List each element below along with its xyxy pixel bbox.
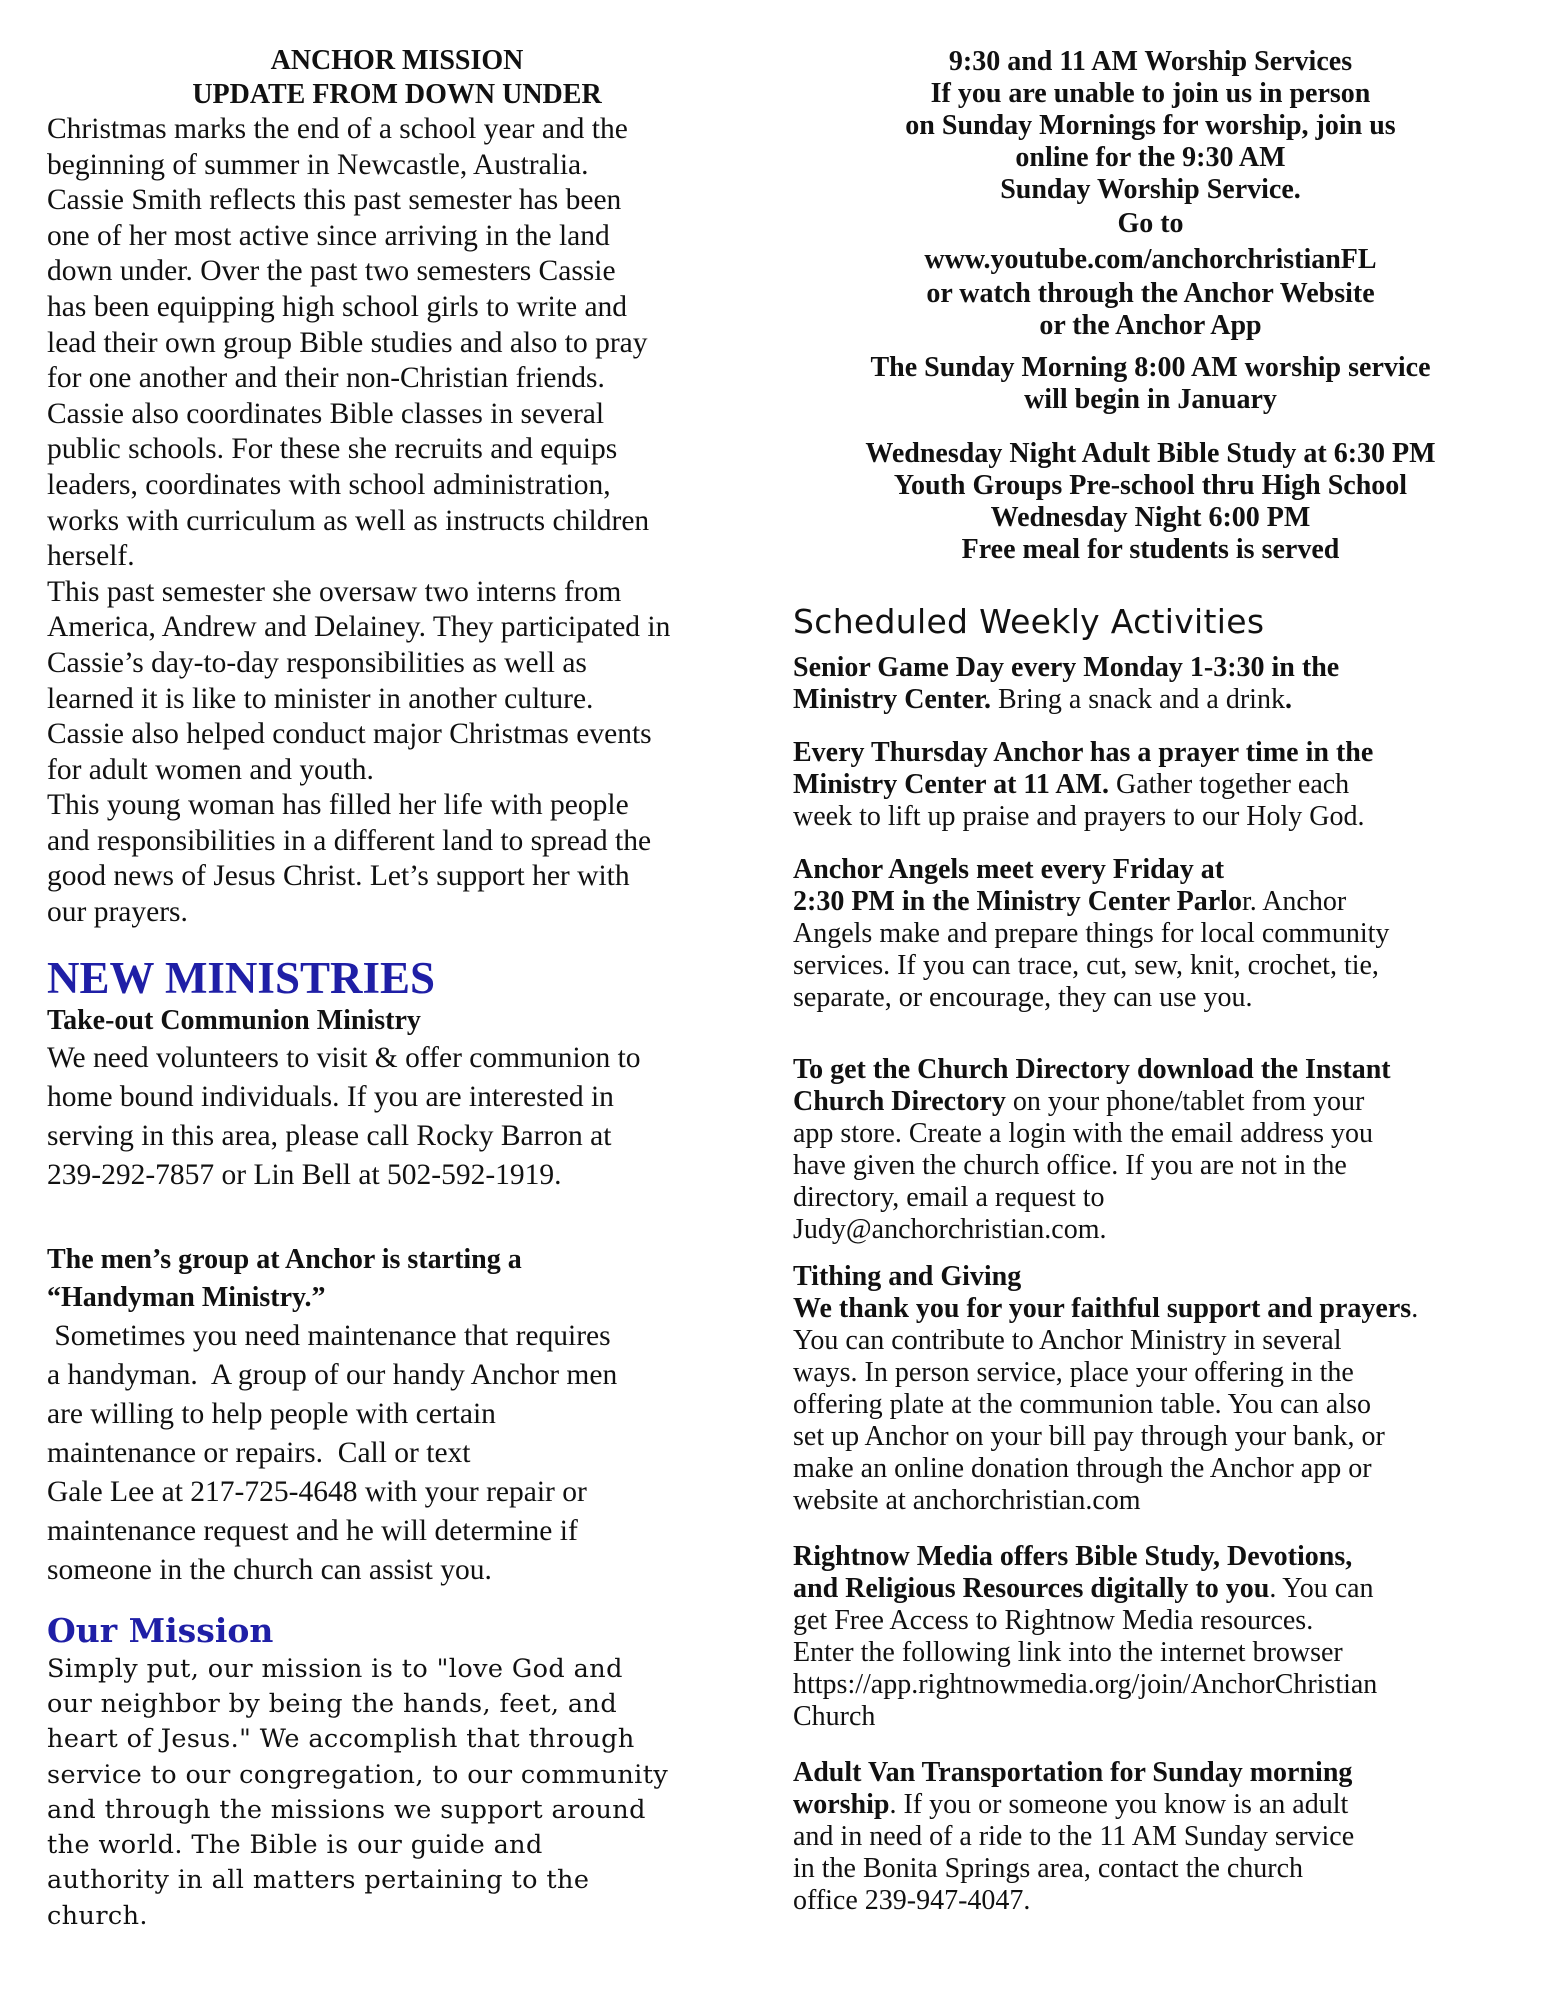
new-ministries-title: NEW MINISTRIES <box>47 952 436 1003</box>
tithing-heading: Tithing and Giving <box>793 1261 1022 1292</box>
worship-line: Sunday Worship Service. <box>1000 174 1301 205</box>
body-line: beginning of summer in Newcastle, Australia. <box>47 148 589 181</box>
activity-line: set up Anchor on your bill pay through your bank, or <box>793 1421 1385 1452</box>
activity-line: and in need of a ride to the 11 AM Sunday service <box>793 1821 1355 1852</box>
worship-line: or the Anchor App <box>1039 310 1262 341</box>
activity-bold-text: We thank you for your faithful support and prayers <box>793 1293 1412 1324</box>
handyman-heading-line: “Handyman Ministry.” <box>47 1281 326 1313</box>
activity-line: offering plate at the communion table. You can also <box>793 1389 1372 1420</box>
body-line: maintenance request and he will determine if <box>47 1514 578 1547</box>
activity-line <box>793 769 1508 801</box>
body-line: service to our congregation, to our community <box>47 1759 669 1790</box>
activity-line <box>793 1573 1508 1605</box>
communion-heading: Take-out Communion Ministry <box>47 1004 421 1036</box>
body-line: church. <box>47 1900 148 1931</box>
body-line: herself. <box>47 540 135 573</box>
communion-body <box>47 1039 747 1195</box>
activity-bold-text: Ministry Center. <box>793 684 992 715</box>
worship-line: online for the 9:30 AM <box>1015 142 1286 173</box>
activity-line: website at anchorchristian.com <box>793 1485 1141 1516</box>
activity-text: Bring a snack and a drink <box>991 684 1285 715</box>
worship-line: or watch through the Anchor Website <box>926 278 1375 309</box>
activity-bold-text: worship <box>793 1789 890 1820</box>
activity-bold-line: To get the Church Directory download the Instant <box>793 1054 1391 1085</box>
scheduled-activities-title: Scheduled Weekly Activities <box>793 602 1265 641</box>
activity-bold-line: Adult Van Transportation for Sunday morning <box>793 1757 1353 1788</box>
body-line: someone in the church can assist you. <box>47 1553 492 1586</box>
activity-line <box>793 1086 1508 1118</box>
worship-line: Go to <box>1117 208 1184 239</box>
activity-line: You can contribute to Anchor Ministry in several <box>793 1325 1342 1356</box>
activity-bold-text: . <box>1284 684 1292 715</box>
activity-bold-line: Senior Game Day every Monday 1-3:30 in the <box>793 652 1340 683</box>
worship-line: If you are unable to join us in person <box>930 78 1371 109</box>
worship-services-block <box>793 46 1508 566</box>
body-line: good news of Jesus Christ. Let’s support her with <box>47 860 630 893</box>
body-line: public schools. For these she recruits and equips <box>47 433 618 466</box>
body-line: serving in this area, please call Rocky Barron at <box>47 1119 612 1152</box>
body-line: leaders, coordinates with school administration, <box>47 468 611 501</box>
youtube-link[interactable]: www.youtube.com/anchorchristianFL <box>924 244 1377 275</box>
left-column <box>47 44 747 1934</box>
body-line: America, Andrew and Delainey. They participated in <box>47 611 671 644</box>
body-line: our neighbor by being the hands, feet, and <box>47 1688 618 1719</box>
activity-bold-line: Every Thursday Anchor has a prayer time in the <box>793 737 1374 768</box>
prayer-time <box>793 737 1508 833</box>
body-line: the world. The Bible is our guide and <box>47 1830 543 1861</box>
anchor-mission-heading <box>47 44 747 112</box>
activity-line: app store. Create a login with the email address you <box>793 1118 1374 1149</box>
activity-bold-text: 2:30 PM in the Ministry Center Parlo <box>793 886 1242 917</box>
worship-line: The Sunday Morning 8:00 AM worship service <box>870 352 1431 383</box>
activity-line <box>793 1789 1508 1821</box>
body-line: heart of Jesus." We accomplish that through <box>47 1724 635 1755</box>
rightnow-media <box>793 1541 1508 1733</box>
body-line: and through the missions we support around <box>47 1794 646 1825</box>
worship-line: will begin in January <box>1024 384 1277 415</box>
activity-text: Gather together each <box>1108 769 1350 800</box>
worship-line: Wednesday Night Adult Bible Study at 6:30 PM <box>865 438 1436 469</box>
body-line: maintenance or repairs. Call or text <box>47 1436 471 1469</box>
activity-line: have given the church office. If you are not in the <box>793 1150 1347 1181</box>
worship-line: Free meal for students is served <box>961 534 1340 565</box>
email-link[interactable]: Judy@anchorchristian.com. <box>793 1214 1107 1245</box>
body-line: 239-292-7857 or Lin Bell at 502-592-1919. <box>47 1158 562 1191</box>
body-line: Cassie also helped conduct major Christmas events <box>47 718 652 751</box>
activity-bold-line: Anchor Angels meet every Friday at <box>793 854 1225 885</box>
activity-line: Enter the following link into the internet browser <box>793 1637 1343 1668</box>
anchor-angels <box>793 854 1508 1014</box>
activity-bold-text: and Religious Resources digitally to you <box>793 1573 1270 1604</box>
anchor-mission-subtitle: UPDATE FROM DOWN UNDER <box>192 79 602 110</box>
body-line: Gale Lee at 217-725-4648 with your repair or <box>47 1475 587 1508</box>
body-line: down under. Over the past two semesters Cassie <box>47 255 616 288</box>
body-line: Cassie Smith reflects this past semester has been <box>47 184 622 217</box>
body-line: one of her most active since arriving in the land <box>47 219 610 252</box>
tithing-giving <box>793 1261 1508 1517</box>
handyman-body <box>47 1317 747 1590</box>
our-mission-body <box>47 1652 747 1934</box>
activity-text: r. Anchor <box>1241 886 1347 917</box>
body-line: home bound individuals. If you are interested in <box>47 1080 614 1113</box>
body-line: and responsibilities in a different land to spread the <box>47 824 652 857</box>
handyman-heading <box>47 1241 747 1317</box>
body-line: a handyman. A group of our handy Anchor men <box>47 1358 618 1391</box>
body-line: authority in all matters pertaining to the <box>47 1865 590 1896</box>
church-directory <box>793 1054 1508 1246</box>
body-line: Simply put, our mission is to "love God and <box>47 1653 623 1684</box>
body-line: our prayers. <box>47 896 188 929</box>
van-transportation <box>793 1757 1508 1917</box>
activity-text: . If you or someone you know is an adult <box>889 1789 1349 1820</box>
activity-line: in the Bonita Springs area, contact the church <box>793 1853 1304 1884</box>
anchor-mission-title: ANCHOR MISSION <box>270 45 524 76</box>
activity-line: separate, or encourage, they can use you. <box>793 982 1253 1013</box>
body-line: Sometimes you need maintenance that requires <box>47 1319 611 1352</box>
worship-line: Wednesday Night 6:00 PM <box>990 502 1311 533</box>
body-line: are willing to help people with certain <box>47 1397 496 1430</box>
activity-line <box>793 886 1508 918</box>
activity-line: make an online donation through the Anchor app or <box>793 1453 1372 1484</box>
activity-text: . You can <box>1269 1573 1374 1604</box>
activity-line: office 239-947-4047. <box>793 1885 1031 1916</box>
body-line: Cassie’s day-to-day responsibilities as well as <box>47 646 587 679</box>
body-line: works with curriculum as well as instructs children <box>47 504 650 537</box>
activity-bold-line: Rightnow Media offers Bible Study, Devotions, <box>793 1541 1353 1572</box>
right-column <box>793 46 1508 1917</box>
body-line: learned it is like to minister in another culture. <box>47 682 594 715</box>
activity-line: ways. In person service, place your offering in the <box>793 1357 1354 1388</box>
activity-line: get Free Access to Rightnow Media resources. <box>793 1605 1314 1636</box>
body-line: Christmas marks the end of a school year and the <box>47 113 628 145</box>
activity-text: . <box>1411 1293 1419 1324</box>
body-line: for one another and their non-Christian friends. <box>47 362 605 395</box>
rightnow-link-cont[interactable]: Church <box>793 1701 876 1732</box>
anchor-mission-body <box>47 112 747 931</box>
activity-line: week to lift up praise and prayers to our Holy God. <box>793 801 1365 832</box>
activity-line: Angels make and prepare things for local community <box>793 918 1390 949</box>
handyman-heading-line: The men’s group at Anchor is starting a <box>47 1243 522 1275</box>
activity-line <box>793 684 1508 716</box>
body-line: Cassie also coordinates Bible classes in several <box>47 397 605 430</box>
senior-game-day <box>793 652 1508 716</box>
activity-text: on your phone/tablet from your <box>1005 1086 1365 1117</box>
worship-line: Youth Groups Pre-school thru High School <box>893 470 1408 501</box>
activity-line: services. If you can trace, cut, sew, knit, crochet, tie, <box>793 950 1379 981</box>
worship-line: 9:30 and 11 AM Worship Services <box>948 46 1353 77</box>
body-line: for adult women and youth. <box>47 753 374 786</box>
body-line: has been equipping high school girls to write and <box>47 290 628 323</box>
rightnow-link[interactable]: https://app.rightnowmedia.org/join/AnchorChristian <box>793 1669 1378 1700</box>
our-mission-title: Our Mission <box>47 1610 274 1650</box>
worship-line: on Sunday Mornings for worship, join us <box>905 110 1396 141</box>
body-line: We need volunteers to visit & offer communion to <box>47 1041 641 1074</box>
body-line: This past semester she oversaw two interns from <box>47 575 622 608</box>
body-line: This young woman has filled her life with people <box>47 789 629 822</box>
activity-line: directory, email a request to <box>793 1182 1105 1213</box>
body-line: lead their own group Bible studies and also to pray <box>47 326 648 359</box>
activity-bold-text: Ministry Center at 11 AM. <box>793 769 1109 800</box>
activity-bold-text: Church Directory <box>793 1086 1006 1117</box>
activity-line <box>793 1293 1508 1325</box>
